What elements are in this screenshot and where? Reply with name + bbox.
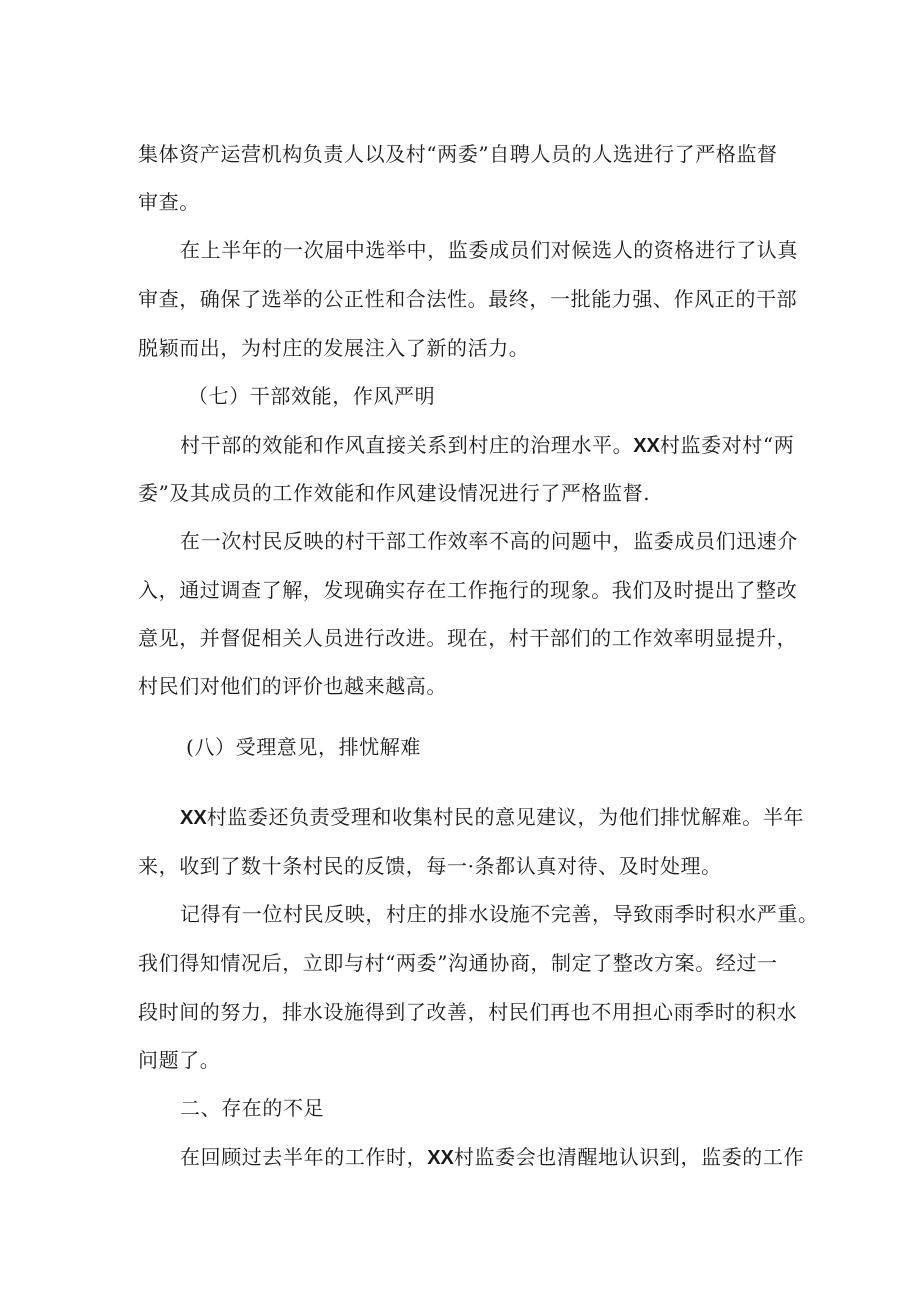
village-name-placeholder: XX — [633, 435, 660, 457]
paragraph-line: 问题了。 — [138, 1048, 221, 1072]
paragraph-line — [180, 431, 794, 460]
paragraph-line: 委”及其成员的工作效能和作风建设情况进行了严格监督. — [138, 481, 651, 505]
paragraph-line: 意见，并督促相关人员进行改进。现在，村干部们的工作效率明显提升， — [138, 626, 798, 650]
section-heading-2: 二、存在的不足 — [180, 1096, 325, 1120]
paragraph-line — [180, 803, 804, 832]
line-text: 村监委对村“两 — [659, 433, 795, 457]
paragraph-line: 审查。 — [138, 190, 200, 214]
village-name-placeholder: XX — [427, 1147, 454, 1169]
section-heading-8: (八）受理意见，排忧解难 — [186, 735, 422, 759]
paragraph-line: 在上半年的一次届中选举中，监委成员们对候选人的资格进行了认真 — [180, 238, 798, 262]
section-heading-7: （七）干部效能，作风严明 — [188, 384, 436, 408]
paragraph-line: 我们得知情况后，立即与村“两委”沟通协商，制定了整改方案。经过一 — [138, 951, 778, 975]
paragraph-line: 脱颖而出，为村庄的发展注入了新的活力。 — [138, 336, 530, 360]
paragraph-line: 审查，确保了选举的公正性和合法性。最终，一批能力强、作风正的干部 — [138, 287, 798, 311]
paragraph-line: 段时间的努力，排水设施得到了改善，村民们再也不用担心雨季时的积水 — [138, 1000, 798, 1024]
line-text: 村监委还负责受理和收集村民的意见建议，为他们排忧解难。半年 — [206, 805, 805, 829]
paragraph-line: 村民们对他们的评价也越来越高。 — [138, 674, 447, 698]
paragraph-line: 来，收到了数十条村民的反馈，每一·条都认真对待、及时处理。 — [138, 854, 722, 878]
line-text: 村干部的效能和作风直接关系到村庄的治理水平。 — [180, 433, 634, 457]
paragraph-line — [180, 1143, 804, 1172]
line-text: 在回顾过去半年的工作时， — [180, 1145, 428, 1169]
paragraph-line: 在一次村民反映的村干部工作效率不高的问题中，监委成员们迅速介 — [180, 529, 798, 553]
paragraph-line: 入，通过调查了解，发现确实存在工作拖行的现象。我们及时提出了整改 — [138, 578, 798, 602]
line-text: 村监委会也清醒地认识到，监委的工作 — [453, 1145, 805, 1169]
paragraph-line: 集体资产运营机构负责人以及村“两委”自聘人员的人选进行了严格监督 — [138, 142, 778, 166]
village-name-placeholder: XX — [180, 807, 207, 829]
paragraph-line: 记得有一位村民反映，村庄的排水设施不完善，导致雨季时积水严重。 — [180, 902, 819, 926]
